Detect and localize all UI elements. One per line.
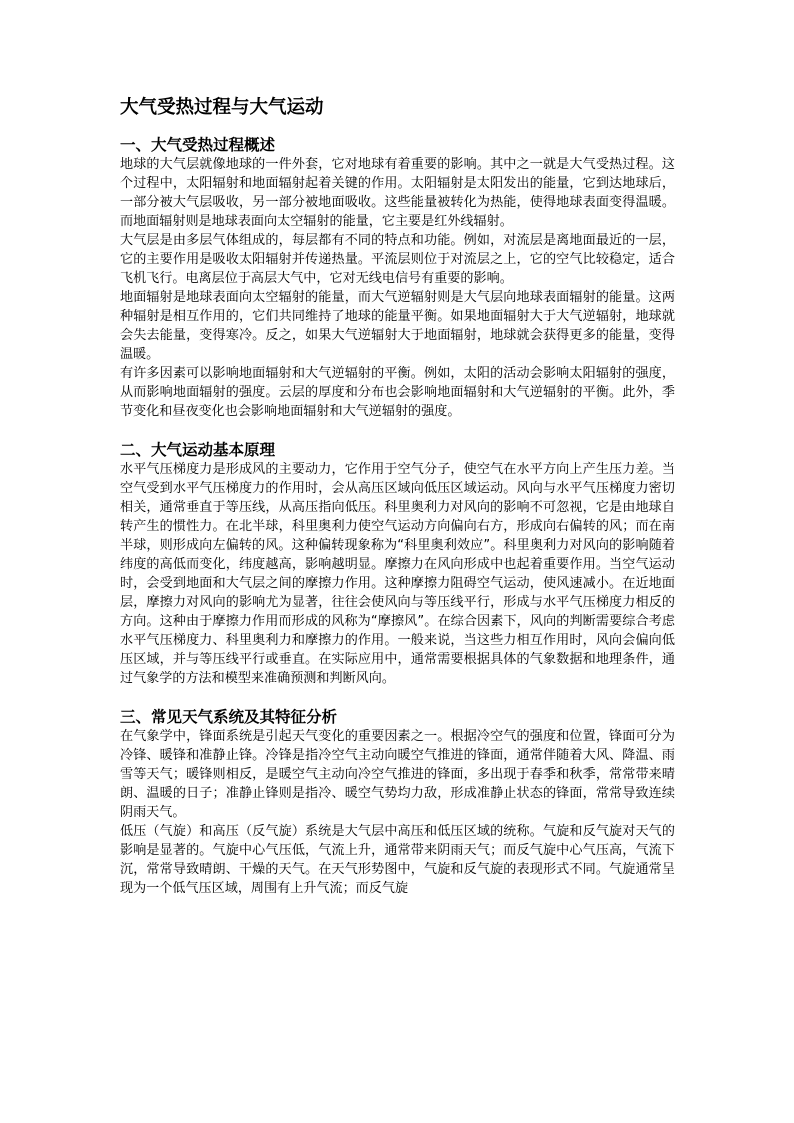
paragraph: 地球的大气层就像地球的一件外套，它对地球有着重要的影响。其中之一就是大气受热过程。这个过程中，太阳辐射和地面辐射起着关键的作用。太阳辐射是太阳发出的能量，它到达地球后，一部分被大气层吸收，另一部分被地面吸收。这些能量被转化为热能，使得地球表面变得温暖。而地面辐射则是地球表面向太空辐射的能量，它主要是红外线辐射。 bbox=[120, 157, 675, 229]
paragraph: 地面辐射是地球表面向太空辐射的能量，而大气逆辐射则是大气层向地球表面辐射的能量。这两种辐射是相互作用的，它们共同维持了地球的能量平衡。如果地面辐射大于大气逆辐射，地球就会失去能量，变得寒冷。反之，如果大气逆辐射大于地面辐射，地球就会获得更多的能量，变得温暖。 bbox=[120, 290, 675, 362]
section-heading: 三、常见天气系统及其特征分析 bbox=[120, 708, 338, 726]
section-heading: 一、大气受热过程概述 bbox=[120, 136, 276, 154]
paragraph: 低压（气旋）和高压（反气旋）系统是大气层中高压和低压区域的统称。气旋和反气旋对天气的影响是显著的。气旋中心气压低，气流上升，通常带来阴雨天气；而反气旋中心气压高，气流下沉，常常导致晴朗、干燥的天气。在天气形势图中，气旋和反气旋的表现形式不同。气旋通常呈现为一个低气压区域，周围有上升气流；而反气旋 bbox=[120, 824, 675, 896]
paragraph: 水平气压梯度力是形成风的主要动力，它作用于空气分子，使空气在水平方向上产生压力差。当空气受到水平气压梯度力的作用时，会从高压区域向低压区域运动。风向与水平气压梯度力密切相关，通常垂直于等压线，从高压指向低压。科里奥利力对风向的影响不可忽视，它是由地球自转产生的惯性力。在北半球，科里奥利力使空气运动方向偏向右方，形成向右偏转的风；而在南半球，则形成向左偏转的风。这种偏转现象称为“科里奥利效应”。科里奥利力对风向的影响随着纬度的高低而变化，纬度越高，影响越明显。摩擦力在风向形成中也起着重要作用。当空气运动时，会受到地面和大气层之间的摩擦力作用。这种摩擦力阻碍空气运动，使风速减小。在近地面层，摩擦力对风向的影响尤为显著，往往会使风向与等压线平行，形成与水平气压梯度力相反的方向。这种由于摩擦力作用而形成的风称为“摩擦风”。在综合因素下，风向的判断需要综合考虑水平气压梯度力、科里奥利力和摩擦力的作用。一般来说，当这些力相互作用时，风向会偏向低压区域，并与等压线平行或垂直。在实际应用中，通常需要根据具体的气象数据和地理条件，通过气象学的方法和模型来准确预测和判断风向。 bbox=[120, 462, 675, 686]
paragraph: 有许多因素可以影响地面辐射和大气逆辐射的平衡。例如，太阳的活动会影响太阳辐射的强度，从而影响地面辐射的强度。云层的厚度和分布也会影响地面辐射和大气逆辐射的平衡。此外，季节变化和昼夜变化也会影响地面辐射和大气逆辐射的强度。 bbox=[120, 366, 675, 419]
section-heading: 二、大气运动基本原理 bbox=[120, 441, 276, 459]
section-1 bbox=[120, 135, 675, 421]
paragraph: 大气层是由多层气体组成的，每层都有不同的特点和功能。例如，对流层是离地面最近的一层，它的主要作用是吸收太阳辐射并传递热量。平流层则位于对流层之上，它的空气比较稳定，适合飞机飞行。电离层位于高层大气中，它对无线电信号有重要的影响。 bbox=[120, 233, 675, 286]
document-title: 大气受热过程与大气运动 bbox=[120, 97, 324, 118]
document-page bbox=[120, 96, 675, 898]
paragraph: 在气象学中，锋面系统是引起天气变化的重要因素之一。根据冷空气的强度和位置，锋面可分为冷锋、暖锋和准静止锋。冷锋是指冷空气主动向暖空气推进的锋面，通常伴随着大风、降温、雨雪等天气；暖锋则相反，是暖空气主动向冷空气推进的锋面，多出现于春季和秋季，常常带来晴朗、温暖的日子；准静止锋则是指冷、暖空气势均力敌，形成准静止状态的锋面，常常导致连续阴雨天气。 bbox=[120, 729, 675, 820]
section-3 bbox=[120, 707, 675, 898]
section-2 bbox=[120, 440, 675, 688]
